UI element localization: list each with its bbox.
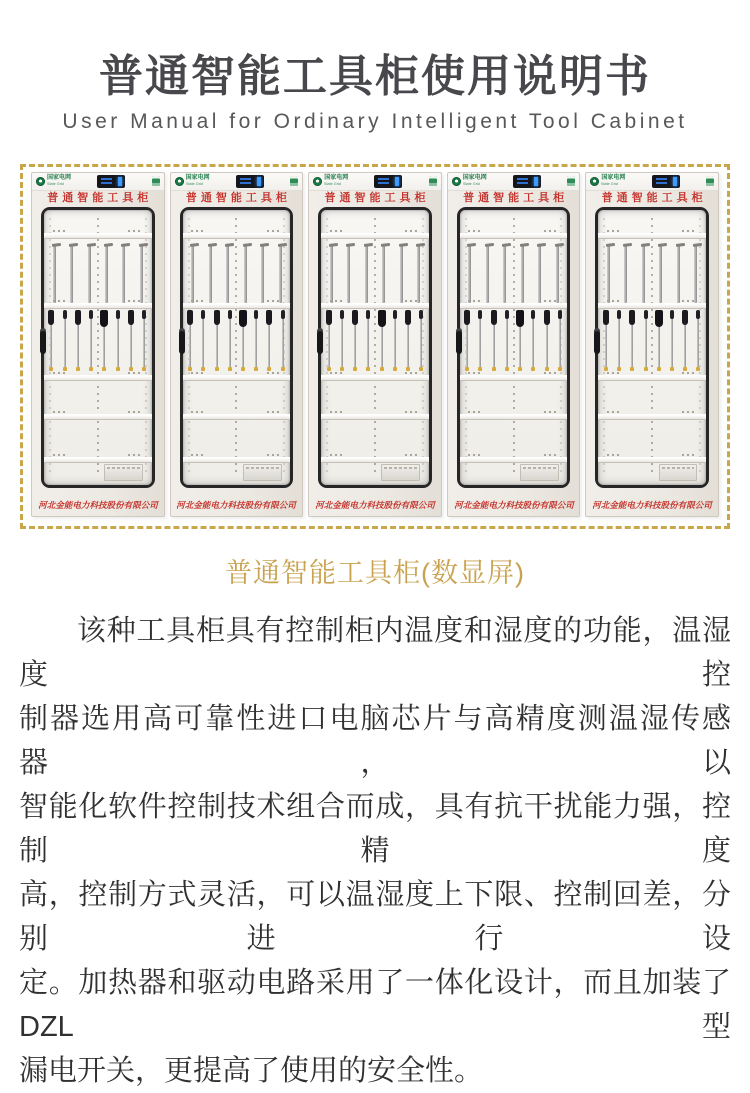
tool-item [90, 311, 92, 371]
tool-row [50, 311, 145, 373]
shelf [183, 233, 291, 239]
state-grid-logo-text [186, 175, 210, 187]
lcd-indicator-bar [395, 177, 399, 186]
description-paragraph [19, 609, 731, 1093]
insulated-rod [226, 246, 229, 303]
shelf [598, 303, 706, 309]
temperature-humidity-display [236, 175, 264, 188]
insulated-rod [677, 246, 680, 303]
state-grid-emblem-icon [590, 177, 599, 186]
brand-name-cn: 国家电网 [324, 175, 349, 182]
cabinet-door [180, 207, 294, 488]
company-name: 河北金能电力科技股份有限公司 [453, 500, 574, 510]
door-handle [40, 328, 46, 354]
tool-item [255, 311, 257, 371]
tool-item [202, 311, 204, 371]
page-subtitle: User Manual for Ordinary Intelligent Tool Cabinet [62, 109, 688, 133]
product-photo-frame [20, 164, 730, 529]
insulated-rod [209, 246, 212, 303]
shelf [44, 375, 152, 381]
brand-name-en: State Grid [601, 181, 619, 187]
cabinet-header [448, 173, 580, 191]
vent-badge-icon [706, 176, 714, 186]
tool-item [242, 311, 244, 371]
brand-name-en: State Grid [185, 181, 203, 187]
cabinet-nameplate: 普通智能工具柜 [324, 191, 430, 204]
tool-item [103, 311, 105, 371]
state-grid-logo-text [324, 175, 348, 187]
company-name: 河北金能电力科技股份有限公司 [37, 500, 158, 510]
shelf [183, 375, 291, 381]
cabinet-door [41, 207, 155, 488]
cabinet-header [171, 173, 303, 191]
cabinet-header [586, 173, 718, 191]
state-grid-logo [313, 175, 348, 187]
tool-item [143, 311, 145, 371]
state-grid-logo-text [47, 175, 71, 187]
manual-page [0, 52, 750, 1093]
lcd-digit-segments [101, 178, 112, 180]
brand-name-en: State Grid [324, 181, 342, 187]
cabinet-nameplate: 普通智能工具柜 [185, 191, 291, 204]
tool-item [479, 311, 481, 371]
shelf [321, 375, 429, 381]
shelf [460, 457, 568, 463]
cabinet-footer [171, 494, 303, 516]
company-name: 河北金能电力科技股份有限公司 [315, 500, 435, 510]
tool-item [618, 311, 620, 371]
lcd-indicator-bar [118, 177, 122, 186]
tool-row [189, 311, 284, 373]
cabinet-nameplate: 普通智能工具柜 [463, 191, 569, 204]
tool-item [559, 311, 561, 371]
tool-item [506, 311, 508, 371]
shelf [460, 375, 568, 381]
vent-badge-icon [152, 176, 160, 186]
state-grid-emblem-icon [452, 177, 461, 186]
cabinet-footer [32, 494, 164, 516]
cabinet-footer [448, 494, 580, 516]
insulated-rod [244, 246, 247, 303]
insulated-rod [70, 246, 73, 303]
description-line: 高，控制方式灵活，可以温湿度上下限、控制回差，分别进行设 [19, 878, 731, 955]
state-grid-emblem-icon [313, 177, 322, 186]
brand-name-cn: 国家电网 [601, 175, 626, 182]
insulated-rod [279, 246, 282, 303]
state-grid-emblem-icon [36, 177, 45, 186]
tool-item [268, 311, 270, 371]
tool-item [407, 311, 409, 371]
insulated-rod [347, 246, 350, 303]
lcd-indicator-bar [257, 177, 261, 186]
tool-item [493, 311, 495, 371]
photo-caption: 普通智能工具柜(数显屏) [225, 557, 525, 588]
state-grid-logo-text [463, 175, 487, 187]
tool-item [645, 311, 647, 371]
state-grid-logo [452, 175, 487, 187]
insulated-rod [659, 246, 662, 303]
insulated-rod [382, 246, 385, 303]
shelf [44, 414, 152, 420]
insulated-rod [365, 246, 368, 303]
shelf [183, 457, 291, 463]
insulated-rod [642, 246, 645, 303]
page-title: 普通智能工具柜使用说明书 [99, 52, 651, 101]
heater-unit [659, 464, 698, 481]
tool-cabinet [308, 172, 442, 517]
tool-item [50, 311, 52, 371]
tool-item [282, 311, 284, 371]
tool-row [328, 311, 423, 373]
insulated-rod [486, 246, 489, 303]
tool-cabinet [585, 172, 719, 517]
tool-item [328, 311, 330, 371]
company-name: 河北金能电力科技股份有限公司 [176, 500, 297, 510]
brand-name-cn: 国家电网 [462, 175, 487, 182]
tool-item [354, 311, 356, 371]
heater-unit [104, 464, 143, 481]
brand-name-cn: 国家电网 [47, 175, 72, 182]
door-handle [179, 328, 185, 354]
tool-item [117, 311, 119, 371]
door-glass [460, 210, 568, 485]
insulated-rod [417, 246, 420, 303]
shelf [44, 233, 152, 239]
temperature-humidity-display [97, 175, 125, 188]
state-grid-logo [175, 175, 210, 187]
cabinet-door [318, 207, 432, 488]
door-handle [317, 328, 323, 354]
insulated-rod [191, 246, 194, 303]
shelf [321, 233, 429, 239]
tool-item [64, 311, 66, 371]
lcd-digit-segments [517, 178, 528, 180]
insulated-rod [503, 246, 506, 303]
shelf [183, 303, 291, 309]
tool-item [189, 311, 191, 371]
lcd-indicator-bar [534, 177, 538, 186]
tool-item [466, 311, 468, 371]
shelf [183, 414, 291, 420]
cabinet-header [32, 173, 164, 191]
vent-badge-icon [429, 176, 437, 186]
insulated-rod-row [607, 241, 697, 303]
insulated-rod [468, 246, 471, 303]
state-grid-logo-text [601, 175, 625, 187]
tool-item [605, 311, 607, 371]
insulated-rod [140, 246, 143, 303]
tool-item [546, 311, 548, 371]
insulated-rod [122, 246, 125, 303]
tool-item [77, 311, 79, 371]
door-glass [321, 210, 429, 485]
shelf [460, 414, 568, 420]
description-line: 漏电开关，更提高了使用的安全性。 [19, 1054, 484, 1087]
door-handle [594, 328, 600, 354]
state-grid-logo [36, 175, 71, 187]
heater-unit [520, 464, 559, 481]
tool-item [381, 311, 383, 371]
insulated-rod-row [468, 241, 558, 303]
tool-item [394, 311, 396, 371]
heater-unit [381, 464, 420, 481]
lcd-digit-segments [378, 178, 389, 180]
description-line: 定。加热器和驱动电路采用了一体化设计，而且加装了DZL型 [19, 966, 731, 1043]
insulated-rod [400, 246, 403, 303]
brand-name-cn: 国家电网 [185, 175, 210, 182]
shelf [598, 233, 706, 239]
tool-row [466, 311, 561, 373]
description-line: 该种工具柜具有控制柜内温度和湿度的功能，温湿度控 [19, 614, 731, 691]
insulated-rod [694, 246, 697, 303]
cabinet-row [31, 172, 719, 517]
tool-item [532, 311, 534, 371]
lcd-digit-segments [656, 178, 667, 180]
heater-unit [243, 464, 282, 481]
tool-item [130, 311, 132, 371]
insulated-rod [607, 246, 610, 303]
tool-cabinet [31, 172, 165, 517]
state-grid-emblem-icon [175, 177, 184, 186]
vent-badge-icon [290, 176, 298, 186]
cabinet-nameplate: 普通智能工具柜 [47, 191, 153, 204]
cabinet-door [595, 207, 709, 488]
door-handle [456, 328, 462, 354]
shelf [321, 303, 429, 309]
tool-item [216, 311, 218, 371]
insulated-rod [53, 246, 56, 303]
tool-cabinet [170, 172, 304, 517]
insulated-rod-row [330, 241, 420, 303]
tool-item [229, 311, 231, 371]
door-glass [44, 210, 152, 485]
insulated-rod [261, 246, 264, 303]
cabinet-header [309, 173, 441, 191]
tool-item [519, 311, 521, 371]
insulated-rod [105, 246, 108, 303]
brand-name-en: State Grid [462, 181, 480, 187]
shelf [44, 457, 152, 463]
insulated-rod-row [191, 241, 281, 303]
insulated-rod [88, 246, 91, 303]
insulated-rod [538, 246, 541, 303]
cabinet-footer [586, 494, 718, 516]
tool-item [631, 311, 633, 371]
insulated-rod [521, 246, 524, 303]
shelf [460, 233, 568, 239]
lcd-digit-segments [240, 178, 251, 180]
shelf [321, 457, 429, 463]
vent-badge-icon [567, 176, 575, 186]
cabinet-door [457, 207, 571, 488]
insulated-rod [556, 246, 559, 303]
temperature-humidity-display [374, 175, 402, 188]
tool-item [367, 311, 369, 371]
temperature-humidity-display [513, 175, 541, 188]
lcd-indicator-bar [673, 177, 677, 186]
shelf [598, 457, 706, 463]
tool-item [684, 311, 686, 371]
tool-item [420, 311, 422, 371]
tool-item [658, 311, 660, 371]
tool-cabinet [447, 172, 581, 517]
door-glass [598, 210, 706, 485]
insulated-rod [624, 246, 627, 303]
tool-item [341, 311, 343, 371]
tool-item [697, 311, 699, 371]
tool-row [605, 311, 700, 373]
insulated-rod [330, 246, 333, 303]
description-line: 制器选用高可靠性进口电脑芯片与高精度测温湿传感器，以 [19, 702, 731, 779]
shelf [44, 303, 152, 309]
cabinet-footer [309, 494, 441, 516]
shelf [598, 375, 706, 381]
cabinet-nameplate: 普通智能工具柜 [601, 191, 707, 204]
description-line: 智能化软件控制技术组合而成，具有抗干扰能力强，控制精度 [19, 790, 731, 867]
company-name: 河北金能电力科技股份有限公司 [592, 500, 713, 510]
brand-name-en: State Grid [47, 181, 64, 187]
temperature-humidity-display [652, 175, 680, 188]
shelf [321, 414, 429, 420]
tool-item [671, 311, 673, 371]
state-grid-logo [590, 175, 625, 187]
insulated-rod-row [53, 241, 143, 303]
shelf [460, 303, 568, 309]
shelf [598, 414, 706, 420]
door-glass [183, 210, 291, 485]
